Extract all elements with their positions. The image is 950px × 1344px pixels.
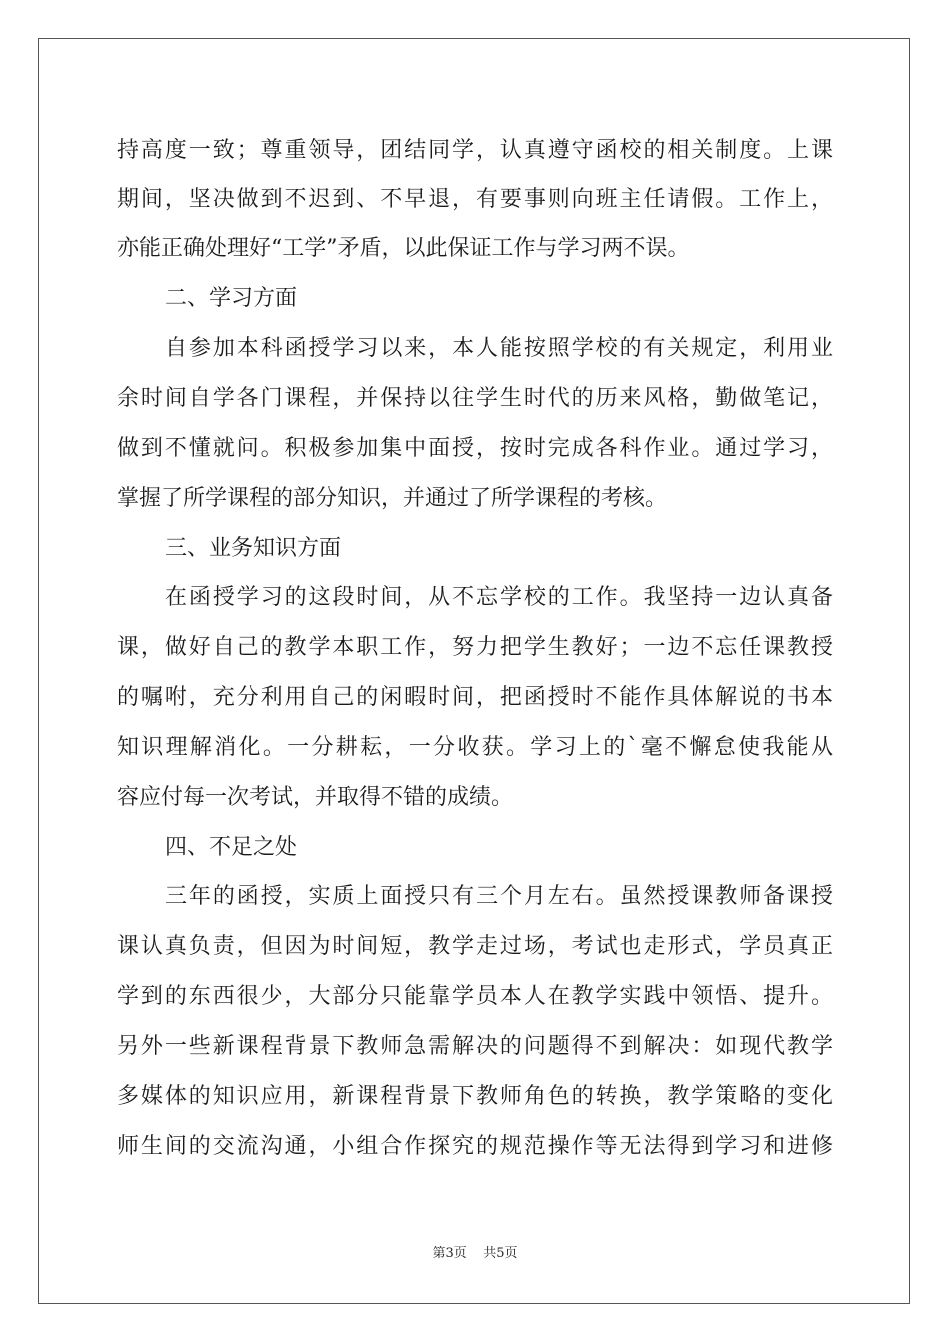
- paragraph-line: 学到的东西很少，大部分只能靠学员本人在教学实践中领悟、提升。: [117, 984, 833, 1009]
- paragraph-line: 在函授学习的这段时间，从不忘学校的工作。我坚持一边认真备: [165, 585, 833, 610]
- paragraph-line: 持高度一致；尊重领导，团结同学，认真遵守函校的相关制度。上课: [117, 138, 833, 163]
- page-total: 共5页: [483, 1246, 518, 1261]
- paragraph-line: 知识理解消化。一分耕耘，一分收获。学习上的`毫不懈怠使我能从: [117, 735, 833, 760]
- paragraph-line: 容应付每一次考试，并取得不错的成绩。: [117, 785, 514, 810]
- paragraph-line: 余时间自学各门课程，并保持以往学生时代的历来风格，勤做笔记，: [117, 386, 833, 411]
- paragraph-line: 的嘱咐，充分利用自己的闲暇时间，把函授时不能作具体解说的书本: [117, 685, 833, 710]
- section-heading: 二、学习方面: [165, 286, 298, 311]
- paragraph-line: 师生间的交流沟通，小组合作探究的规范操作等无法得到学习和进修: [117, 1134, 833, 1159]
- section-heading: 三、业务知识方面: [165, 536, 342, 561]
- paragraph-line: 自参加本科函授学习以来，本人能按照学校的有关规定，利用业: [165, 336, 833, 361]
- paragraph-line: 做到不懂就问。积极参加集中面授，按时完成各科作业。通过学习，: [117, 436, 833, 461]
- page-border: [38, 38, 910, 1304]
- paragraph-line: 期间，坚决做到不迟到、不早退，有要事则向班主任请假。工作上，: [117, 187, 833, 212]
- paragraph-line: 掌握了所学课程的部分知识，并通过了所学课程的考核。: [117, 486, 668, 511]
- paragraph-line: 课认真负责，但因为时间短，教学走过场，考试也走形式，学员真正: [117, 934, 833, 959]
- paragraph-line: 三年的函授，实质上面授只有三个月左右。虽然授课教师备课授: [165, 884, 833, 909]
- section-heading: 四、不足之处: [165, 835, 298, 860]
- page-footer: [0, 1245, 950, 1263]
- page-number: 第3页: [432, 1246, 467, 1261]
- paragraph-line: 课，做好自己的教学本职工作，努力把学生教好；一边不忘任课教授: [117, 635, 833, 660]
- paragraph-line: 另外一些新课程背景下教师急需解决的问题得不到解决：如现代教学: [117, 1034, 833, 1059]
- paragraph-line: 多媒体的知识应用，新课程背景下教师角色的转换，教学策略的变化: [117, 1084, 833, 1109]
- paragraph-line: 亦能正确处理好“工学”矛盾，以此保证工作与学习两不误。: [117, 236, 690, 261]
